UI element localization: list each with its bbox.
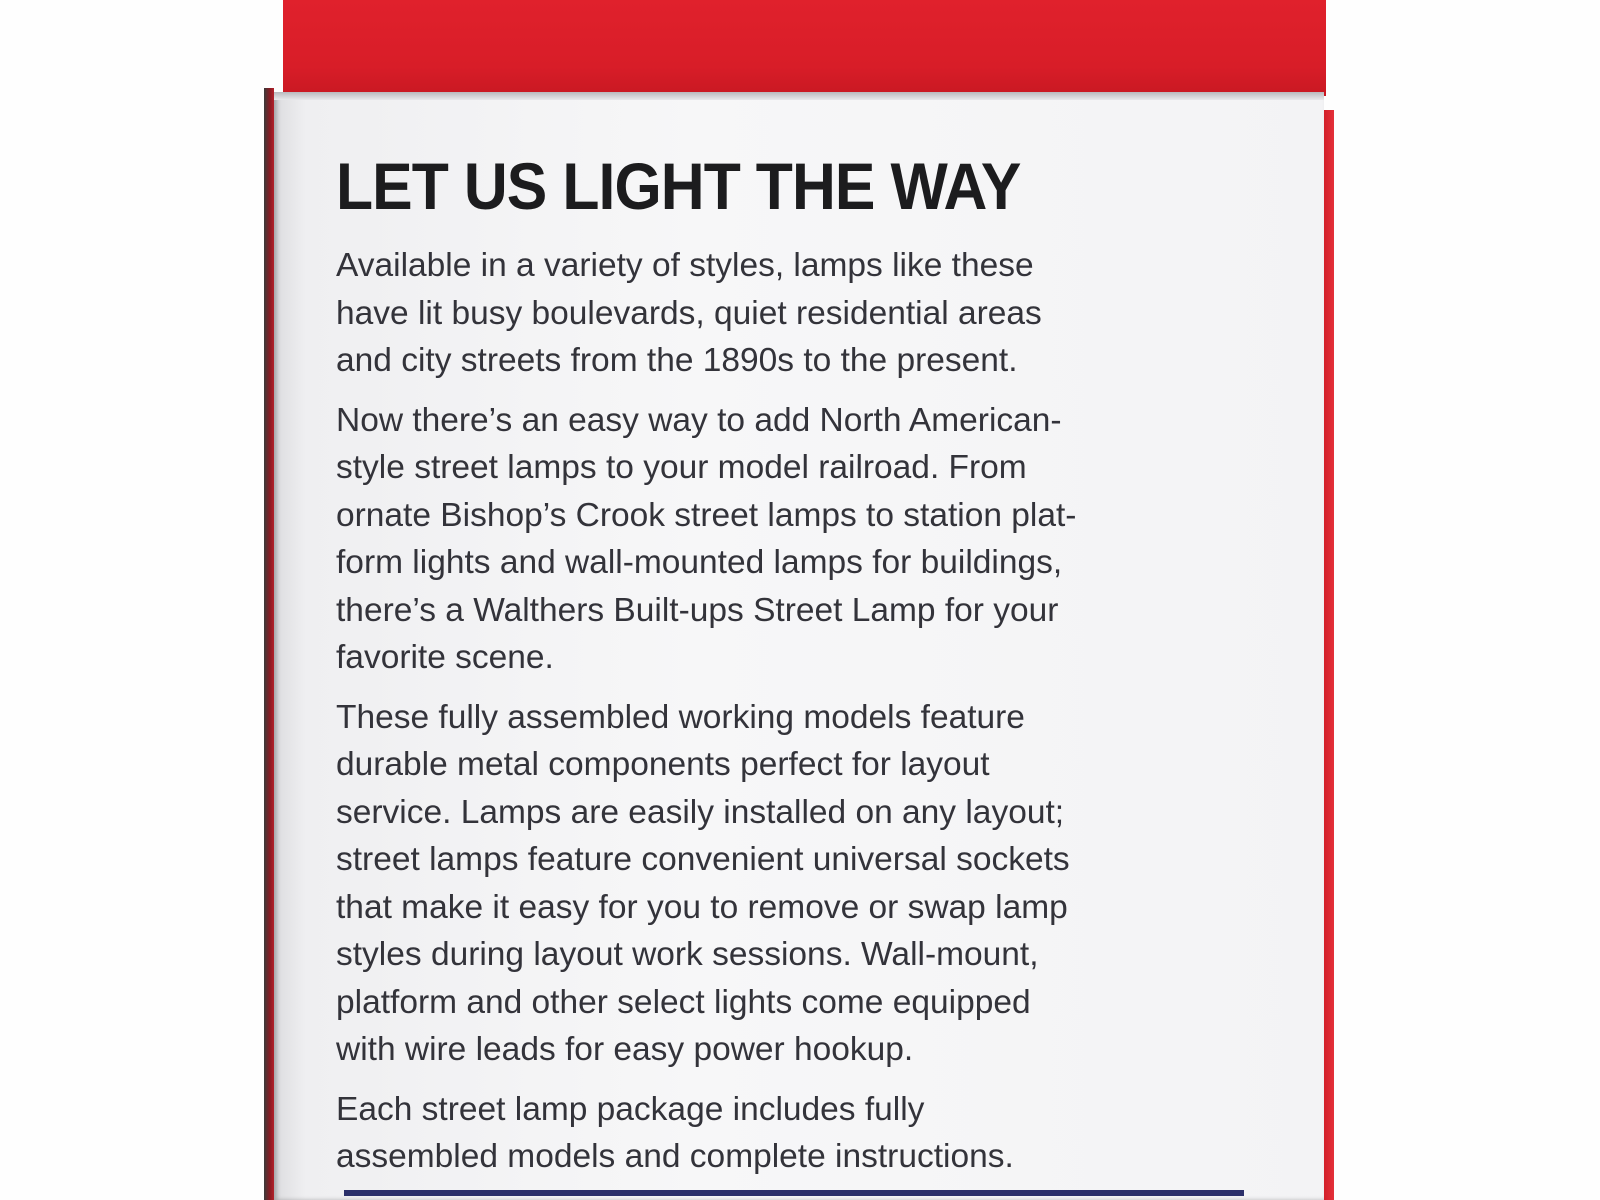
paragraph-package: Each street lamp package includes fully assembled models and complete instructions. bbox=[336, 1090, 1014, 1175]
printed-panel bbox=[274, 92, 1324, 1200]
bottom-rule bbox=[344, 1190, 1244, 1196]
panel-content bbox=[336, 150, 1256, 1193]
paragraph-features: These fully assembled working models feature durable metal components perfect for layout service. Lamps are easily installed on any layout; street lamps feature convenient universal sockets that make it easy for you to remove or swap lamp styles during layout work sessions. Wall-mount, platform and other select lights come equipped with wire leads for easy power hookup. bbox=[336, 698, 1070, 1068]
paragraph-styles: Now there’s an easy way to add North American- style street lamps to your model railroad. From ornate Bishop’s Crook street lamps to station plat- form lights and wall-mounted lamps for buildings, there’s a Walthers Built-ups Street Lamp for your favorite scene. bbox=[336, 401, 1077, 676]
panel-fold-edge bbox=[274, 92, 1324, 100]
box-left-edge bbox=[264, 88, 274, 1200]
panel-heading: LET US LIGHT THE WAY bbox=[336, 149, 1021, 223]
box-top-flap bbox=[283, 0, 1326, 96]
paragraph-intro: Available in a variety of styles, lamps like these have lit busy boulevards, quiet residential areas and city streets from the 1890s to the present. bbox=[336, 247, 1042, 379]
